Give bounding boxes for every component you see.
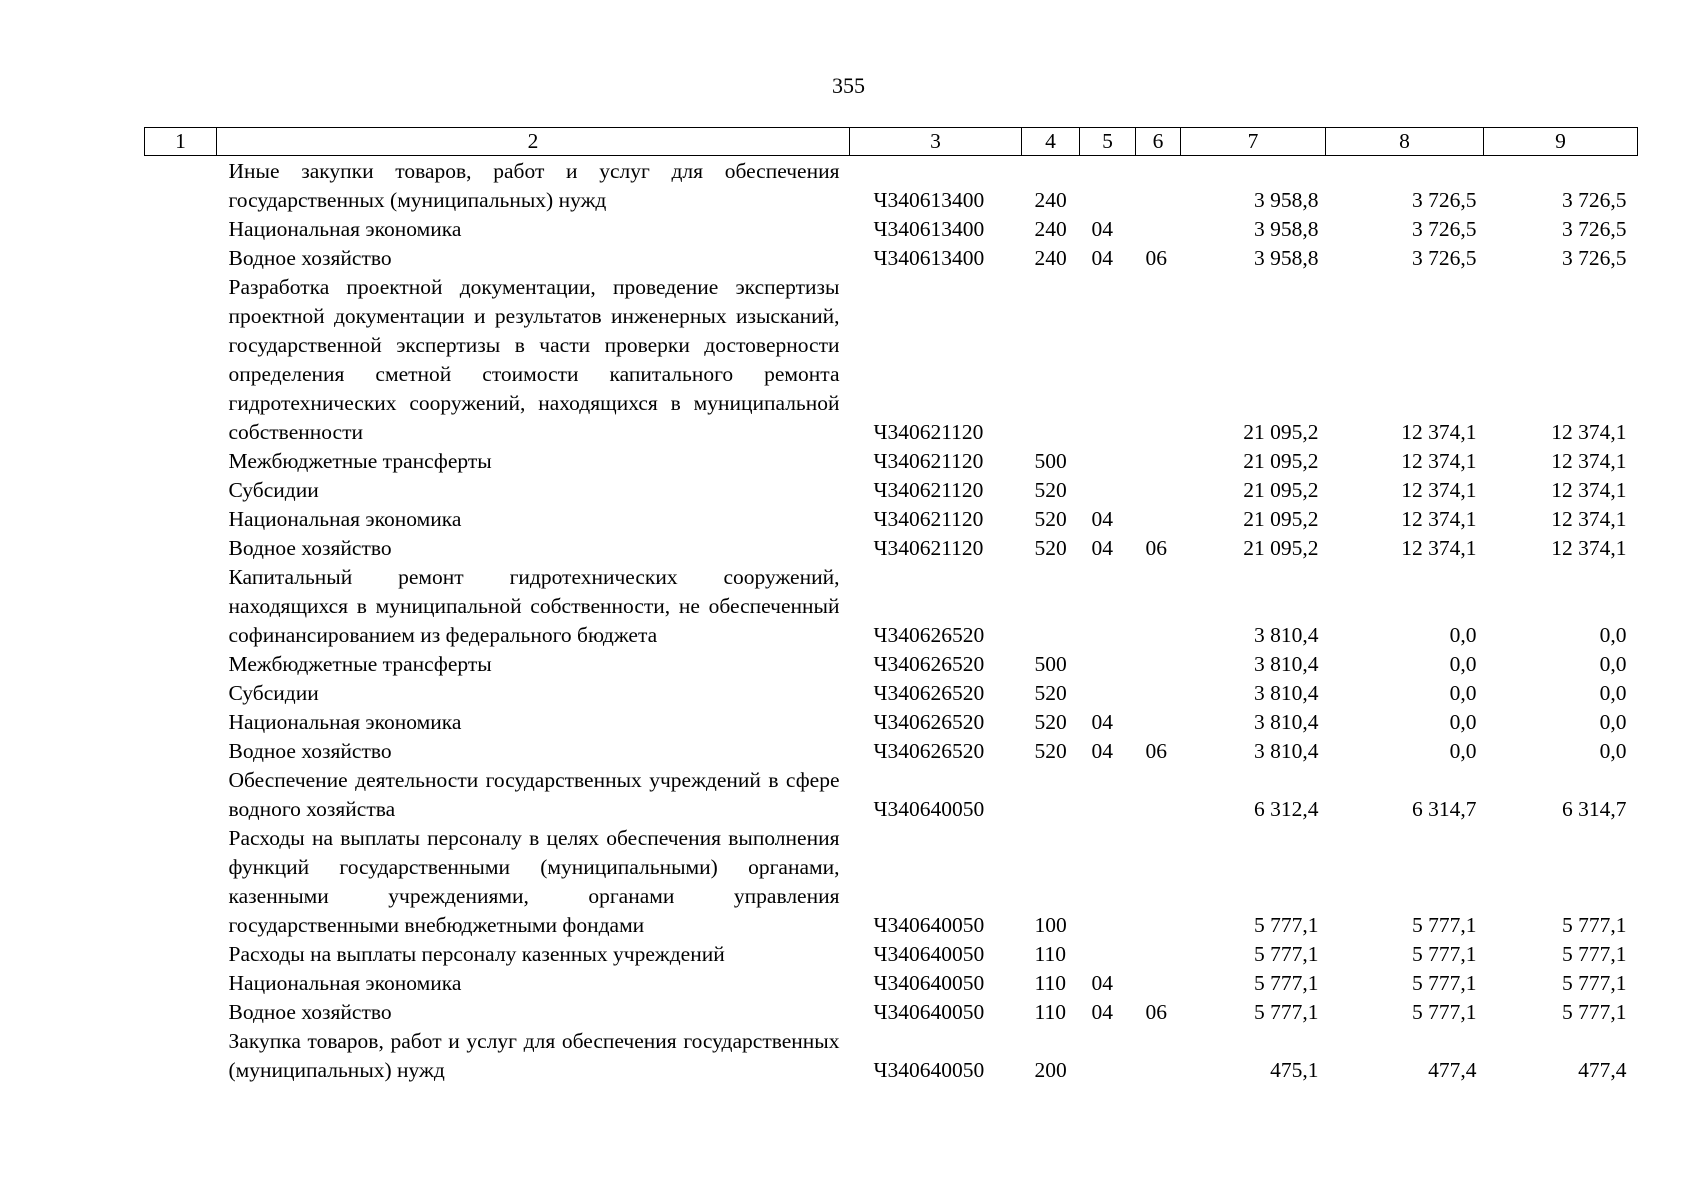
subsection-cell bbox=[1136, 824, 1181, 940]
amount-col7-cell: 21 095,2 bbox=[1243, 478, 1319, 502]
empty-cell bbox=[145, 273, 217, 447]
amount-col8-cell: 0,0 bbox=[1449, 652, 1477, 676]
subsection-cell: 06 bbox=[1145, 536, 1167, 560]
expense-group-cell: 240 bbox=[1034, 246, 1067, 270]
empty-cell bbox=[145, 940, 217, 969]
amount-col7-cell: 21 095,2 bbox=[1243, 536, 1319, 560]
empty-cell bbox=[145, 156, 217, 216]
empty-cell bbox=[145, 737, 217, 766]
subsection-cell: 06 bbox=[1145, 246, 1167, 270]
section-cell bbox=[1080, 766, 1136, 824]
target-article-code-cell: Ч340626520 bbox=[873, 710, 985, 734]
section-cell bbox=[1080, 447, 1136, 476]
target-article-code-cell: Ч340621120 bbox=[873, 420, 984, 444]
empty-cell bbox=[145, 766, 217, 824]
amount-col8-cell: 3 726,5 bbox=[1412, 246, 1477, 270]
target-article-code-cell: Ч340621120 bbox=[873, 449, 984, 473]
target-article-code-cell: Ч340640050 bbox=[873, 913, 985, 937]
empty-cell bbox=[145, 708, 217, 737]
empty-cell bbox=[145, 650, 217, 679]
column-header-2: 2 bbox=[217, 128, 850, 156]
amount-col8-cell: 12 374,1 bbox=[1401, 507, 1477, 531]
subsection-cell bbox=[1136, 940, 1181, 969]
row-name-cell: Обеспечение деятельности государственных учреждений в сфере водного хозяйства bbox=[228, 768, 840, 821]
empty-cell bbox=[145, 244, 217, 273]
amount-col9-cell: 477,4 bbox=[1578, 1058, 1627, 1082]
row-name-cell: Закупка товаров, работ и услуг для обеспечения государственных (муниципальных) нужд bbox=[228, 1029, 840, 1082]
row-name-cell: Расходы на выплаты персоналу в целях обеспечения выполнения функций государственными (муниципальными) органами, казенными учреждениями, органами управления государственными внебюджетными фондами bbox=[228, 826, 840, 937]
amount-col8-cell: 3 726,5 bbox=[1412, 217, 1477, 241]
table-row bbox=[145, 505, 1638, 534]
row-name-cell: Национальная экономика bbox=[228, 710, 462, 734]
subsection-cell bbox=[1136, 505, 1181, 534]
table-row bbox=[145, 534, 1638, 563]
subsection-cell bbox=[1136, 447, 1181, 476]
table-row bbox=[145, 679, 1638, 708]
subsection-cell bbox=[1136, 650, 1181, 679]
expense-group-cell bbox=[1022, 563, 1080, 650]
target-article-code-cell: Ч340626520 bbox=[873, 681, 985, 705]
subsection-cell bbox=[1136, 969, 1181, 998]
expense-group-cell: 520 bbox=[1034, 507, 1067, 531]
section-cell bbox=[1080, 476, 1136, 505]
section-cell: 04 bbox=[1091, 739, 1113, 763]
page-number: 355 bbox=[832, 73, 865, 98]
expense-group-cell: 520 bbox=[1034, 536, 1067, 560]
subsection-cell bbox=[1136, 563, 1181, 650]
amount-col7-cell: 21 095,2 bbox=[1243, 420, 1319, 444]
section-cell: 04 bbox=[1091, 246, 1113, 270]
section-cell: 04 bbox=[1091, 971, 1113, 995]
expense-group-cell: 110 bbox=[1034, 1000, 1066, 1024]
amount-col7-cell: 3 958,8 bbox=[1254, 217, 1319, 241]
amount-col9-cell: 12 374,1 bbox=[1551, 536, 1627, 560]
column-header-1: 1 bbox=[145, 128, 217, 156]
empty-cell bbox=[145, 679, 217, 708]
row-name-cell: Водное хозяйство bbox=[228, 1000, 392, 1024]
table-row bbox=[145, 824, 1638, 940]
subsection-cell: 06 bbox=[1145, 739, 1167, 763]
table-row bbox=[145, 476, 1638, 505]
row-name-cell: Субсидии bbox=[228, 681, 319, 705]
expense-group-cell: 200 bbox=[1034, 1058, 1067, 1082]
amount-col9-cell: 12 374,1 bbox=[1551, 478, 1627, 502]
row-name-cell: Национальная экономика bbox=[228, 217, 462, 241]
subsection-cell bbox=[1136, 273, 1181, 447]
subsection-cell bbox=[1136, 1027, 1181, 1085]
amount-col8-cell: 5 777,1 bbox=[1412, 913, 1477, 937]
row-name-cell: Иные закупки товаров, работ и услуг для обеспечения государственных (муниципальных) нужд bbox=[228, 159, 840, 212]
table-row bbox=[145, 969, 1638, 998]
row-name-cell: Водное хозяйство bbox=[228, 739, 392, 763]
amount-col7-cell: 475,1 bbox=[1270, 1058, 1319, 1082]
amount-col7-cell: 3 810,4 bbox=[1254, 652, 1319, 676]
table-row bbox=[145, 273, 1638, 447]
amount-col9-cell: 0,0 bbox=[1599, 739, 1627, 763]
row-name-cell: Водное хозяйство bbox=[228, 246, 392, 270]
table-row bbox=[145, 447, 1638, 476]
amount-col8-cell: 12 374,1 bbox=[1401, 478, 1477, 502]
empty-cell bbox=[145, 969, 217, 998]
table-row bbox=[145, 766, 1638, 824]
empty-cell bbox=[145, 476, 217, 505]
amount-col9-cell: 0,0 bbox=[1599, 681, 1627, 705]
amount-col8-cell: 5 777,1 bbox=[1412, 971, 1477, 995]
amount-col7-cell: 3 958,8 bbox=[1254, 188, 1319, 212]
empty-cell bbox=[145, 824, 217, 940]
row-name-cell: Национальная экономика bbox=[228, 507, 462, 531]
empty-cell bbox=[145, 1027, 217, 1085]
section-cell bbox=[1080, 273, 1136, 447]
amount-col8-cell: 5 777,1 bbox=[1412, 942, 1477, 966]
column-header-7: 7 bbox=[1181, 128, 1326, 156]
table-row bbox=[145, 215, 1638, 244]
expense-group-cell: 520 bbox=[1034, 710, 1067, 734]
subsection-cell bbox=[1136, 156, 1181, 216]
target-article-code-cell: Ч340640050 bbox=[873, 942, 985, 966]
amount-col7-cell: 3 810,4 bbox=[1254, 623, 1319, 647]
target-article-code-cell: Ч340626520 bbox=[873, 623, 985, 647]
amount-col7-cell: 5 777,1 bbox=[1254, 913, 1319, 937]
section-cell bbox=[1080, 1027, 1136, 1085]
target-article-code-cell: Ч340640050 bbox=[873, 971, 985, 995]
amount-col7-cell: 5 777,1 bbox=[1254, 942, 1319, 966]
table-body bbox=[145, 156, 1638, 1086]
empty-cell bbox=[145, 505, 217, 534]
section-cell: 04 bbox=[1091, 507, 1113, 531]
amount-col8-cell: 477,4 bbox=[1428, 1058, 1477, 1082]
row-name-cell: Водное хозяйство bbox=[228, 536, 392, 560]
target-article-code-cell: Ч340621120 bbox=[873, 507, 984, 531]
column-header-8: 8 bbox=[1326, 128, 1484, 156]
amount-col7-cell: 3 958,8 bbox=[1254, 246, 1319, 270]
column-header-5: 5 bbox=[1080, 128, 1136, 156]
target-article-code-cell: Ч340613400 bbox=[873, 246, 985, 270]
empty-cell bbox=[145, 447, 217, 476]
section-cell: 04 bbox=[1091, 1000, 1113, 1024]
row-name-cell: Расходы на выплаты персоналу казенных учреждений bbox=[228, 942, 725, 966]
expense-group-cell: 500 bbox=[1034, 652, 1067, 676]
expense-group-cell: 100 bbox=[1034, 913, 1067, 937]
section-cell bbox=[1080, 650, 1136, 679]
amount-col8-cell: 12 374,1 bbox=[1401, 420, 1477, 444]
amount-col7-cell: 21 095,2 bbox=[1243, 449, 1319, 473]
subsection-cell bbox=[1136, 679, 1181, 708]
amount-col9-cell: 3 726,5 bbox=[1562, 188, 1627, 212]
expense-group-cell: 500 bbox=[1034, 449, 1067, 473]
row-name-cell: Разработка проектной документации, проведение экспертизы проектной документации и результатов инженерных изысканий, государственной экспертизы в части проверки достоверности определения сметной стоимости капитального ремонта гидротехнических сооружений, находящихся в муниципальной собственности bbox=[228, 275, 840, 444]
row-name-cell: Межбюджетные трансферты bbox=[228, 652, 492, 676]
target-article-code-cell: Ч340626520 bbox=[873, 739, 985, 763]
section-cell bbox=[1080, 940, 1136, 969]
expense-group-cell: 240 bbox=[1034, 188, 1067, 212]
target-article-code-cell: Ч340640050 bbox=[873, 797, 985, 821]
section-cell bbox=[1080, 679, 1136, 708]
expense-group-cell: 240 bbox=[1034, 217, 1067, 241]
table-row bbox=[145, 940, 1638, 969]
section-cell bbox=[1080, 156, 1136, 216]
table-row bbox=[145, 998, 1638, 1027]
amount-col7-cell: 3 810,4 bbox=[1254, 710, 1319, 734]
row-name-cell: Национальная экономика bbox=[228, 971, 462, 995]
amount-col7-cell: 3 810,4 bbox=[1254, 681, 1319, 705]
amount-col8-cell: 0,0 bbox=[1449, 739, 1477, 763]
row-name-cell: Капитальный ремонт гидротехнических сооружений, находящихся в муниципальной собственности, не обеспеченный софинансированием из федерального бюджета bbox=[228, 565, 840, 647]
amount-col7-cell: 5 777,1 bbox=[1254, 1000, 1319, 1024]
column-number-header-row bbox=[145, 128, 1638, 156]
expense-group-cell bbox=[1022, 766, 1080, 824]
amount-col9-cell: 12 374,1 bbox=[1551, 507, 1627, 531]
amount-col7-cell: 21 095,2 bbox=[1243, 507, 1319, 531]
expense-group-cell: 110 bbox=[1034, 971, 1066, 995]
target-article-code-cell: Ч340621120 bbox=[873, 478, 984, 502]
amount-col9-cell: 5 777,1 bbox=[1562, 971, 1627, 995]
amount-col9-cell: 12 374,1 bbox=[1551, 420, 1627, 444]
amount-col9-cell: 5 777,1 bbox=[1562, 913, 1627, 937]
subsection-cell bbox=[1136, 708, 1181, 737]
amount-col9-cell: 5 777,1 bbox=[1562, 1000, 1627, 1024]
table-row bbox=[145, 1027, 1638, 1085]
amount-col9-cell: 6 314,7 bbox=[1562, 797, 1627, 821]
section-cell: 04 bbox=[1091, 536, 1113, 560]
amount-col8-cell: 6 314,7 bbox=[1412, 797, 1477, 821]
amount-col7-cell: 6 312,4 bbox=[1254, 797, 1319, 821]
subsection-cell bbox=[1136, 476, 1181, 505]
section-cell bbox=[1080, 563, 1136, 650]
amount-col8-cell: 0,0 bbox=[1449, 681, 1477, 705]
expense-group-cell: 110 bbox=[1034, 942, 1066, 966]
amount-col8-cell: 5 777,1 bbox=[1412, 1000, 1477, 1024]
budget-table bbox=[144, 127, 1638, 1085]
amount-col9-cell: 0,0 bbox=[1599, 710, 1627, 734]
subsection-cell bbox=[1136, 766, 1181, 824]
table-row bbox=[145, 737, 1638, 766]
amount-col9-cell: 0,0 bbox=[1599, 652, 1627, 676]
empty-cell bbox=[145, 215, 217, 244]
amount-col8-cell: 0,0 bbox=[1449, 710, 1477, 734]
amount-col8-cell: 12 374,1 bbox=[1401, 536, 1477, 560]
amount-col8-cell: 0,0 bbox=[1449, 623, 1477, 647]
column-header-9: 9 bbox=[1484, 128, 1638, 156]
target-article-code-cell: Ч340621120 bbox=[873, 536, 984, 560]
target-article-code-cell: Ч340640050 bbox=[873, 1000, 985, 1024]
column-header-4: 4 bbox=[1022, 128, 1080, 156]
amount-col8-cell: 12 374,1 bbox=[1401, 449, 1477, 473]
expense-group-cell bbox=[1022, 273, 1080, 447]
empty-cell bbox=[145, 998, 217, 1027]
amount-col8-cell: 3 726,5 bbox=[1412, 188, 1477, 212]
row-name-cell: Субсидии bbox=[228, 478, 319, 502]
amount-col9-cell: 3 726,5 bbox=[1562, 246, 1627, 270]
amount-col7-cell: 3 810,4 bbox=[1254, 739, 1319, 763]
amount-col7-cell: 5 777,1 bbox=[1254, 971, 1319, 995]
target-article-code-cell: Ч340626520 bbox=[873, 652, 985, 676]
table-row bbox=[145, 708, 1638, 737]
section-cell: 04 bbox=[1091, 710, 1113, 734]
target-article-code-cell: Ч340640050 bbox=[873, 1058, 985, 1082]
expense-group-cell: 520 bbox=[1034, 478, 1067, 502]
target-article-code-cell: Ч340613400 bbox=[873, 188, 985, 212]
table-row bbox=[145, 650, 1638, 679]
column-header-6: 6 bbox=[1136, 128, 1181, 156]
row-name-cell: Межбюджетные трансферты bbox=[228, 449, 492, 473]
amount-col9-cell: 3 726,5 bbox=[1562, 217, 1627, 241]
column-header-3: 3 bbox=[850, 128, 1022, 156]
subsection-cell bbox=[1136, 215, 1181, 244]
amount-col9-cell: 12 374,1 bbox=[1551, 449, 1627, 473]
amount-col9-cell: 5 777,1 bbox=[1562, 942, 1627, 966]
amount-col9-cell: 0,0 bbox=[1599, 623, 1627, 647]
table-row bbox=[145, 156, 1638, 216]
section-cell: 04 bbox=[1091, 217, 1113, 241]
target-article-code-cell: Ч340613400 bbox=[873, 217, 985, 241]
expense-group-cell: 520 bbox=[1034, 681, 1067, 705]
table-row bbox=[145, 244, 1638, 273]
table-row bbox=[145, 563, 1638, 650]
subsection-cell: 06 bbox=[1145, 1000, 1167, 1024]
section-cell bbox=[1080, 824, 1136, 940]
empty-cell bbox=[145, 534, 217, 563]
expense-group-cell: 520 bbox=[1034, 739, 1067, 763]
empty-cell bbox=[145, 563, 217, 650]
